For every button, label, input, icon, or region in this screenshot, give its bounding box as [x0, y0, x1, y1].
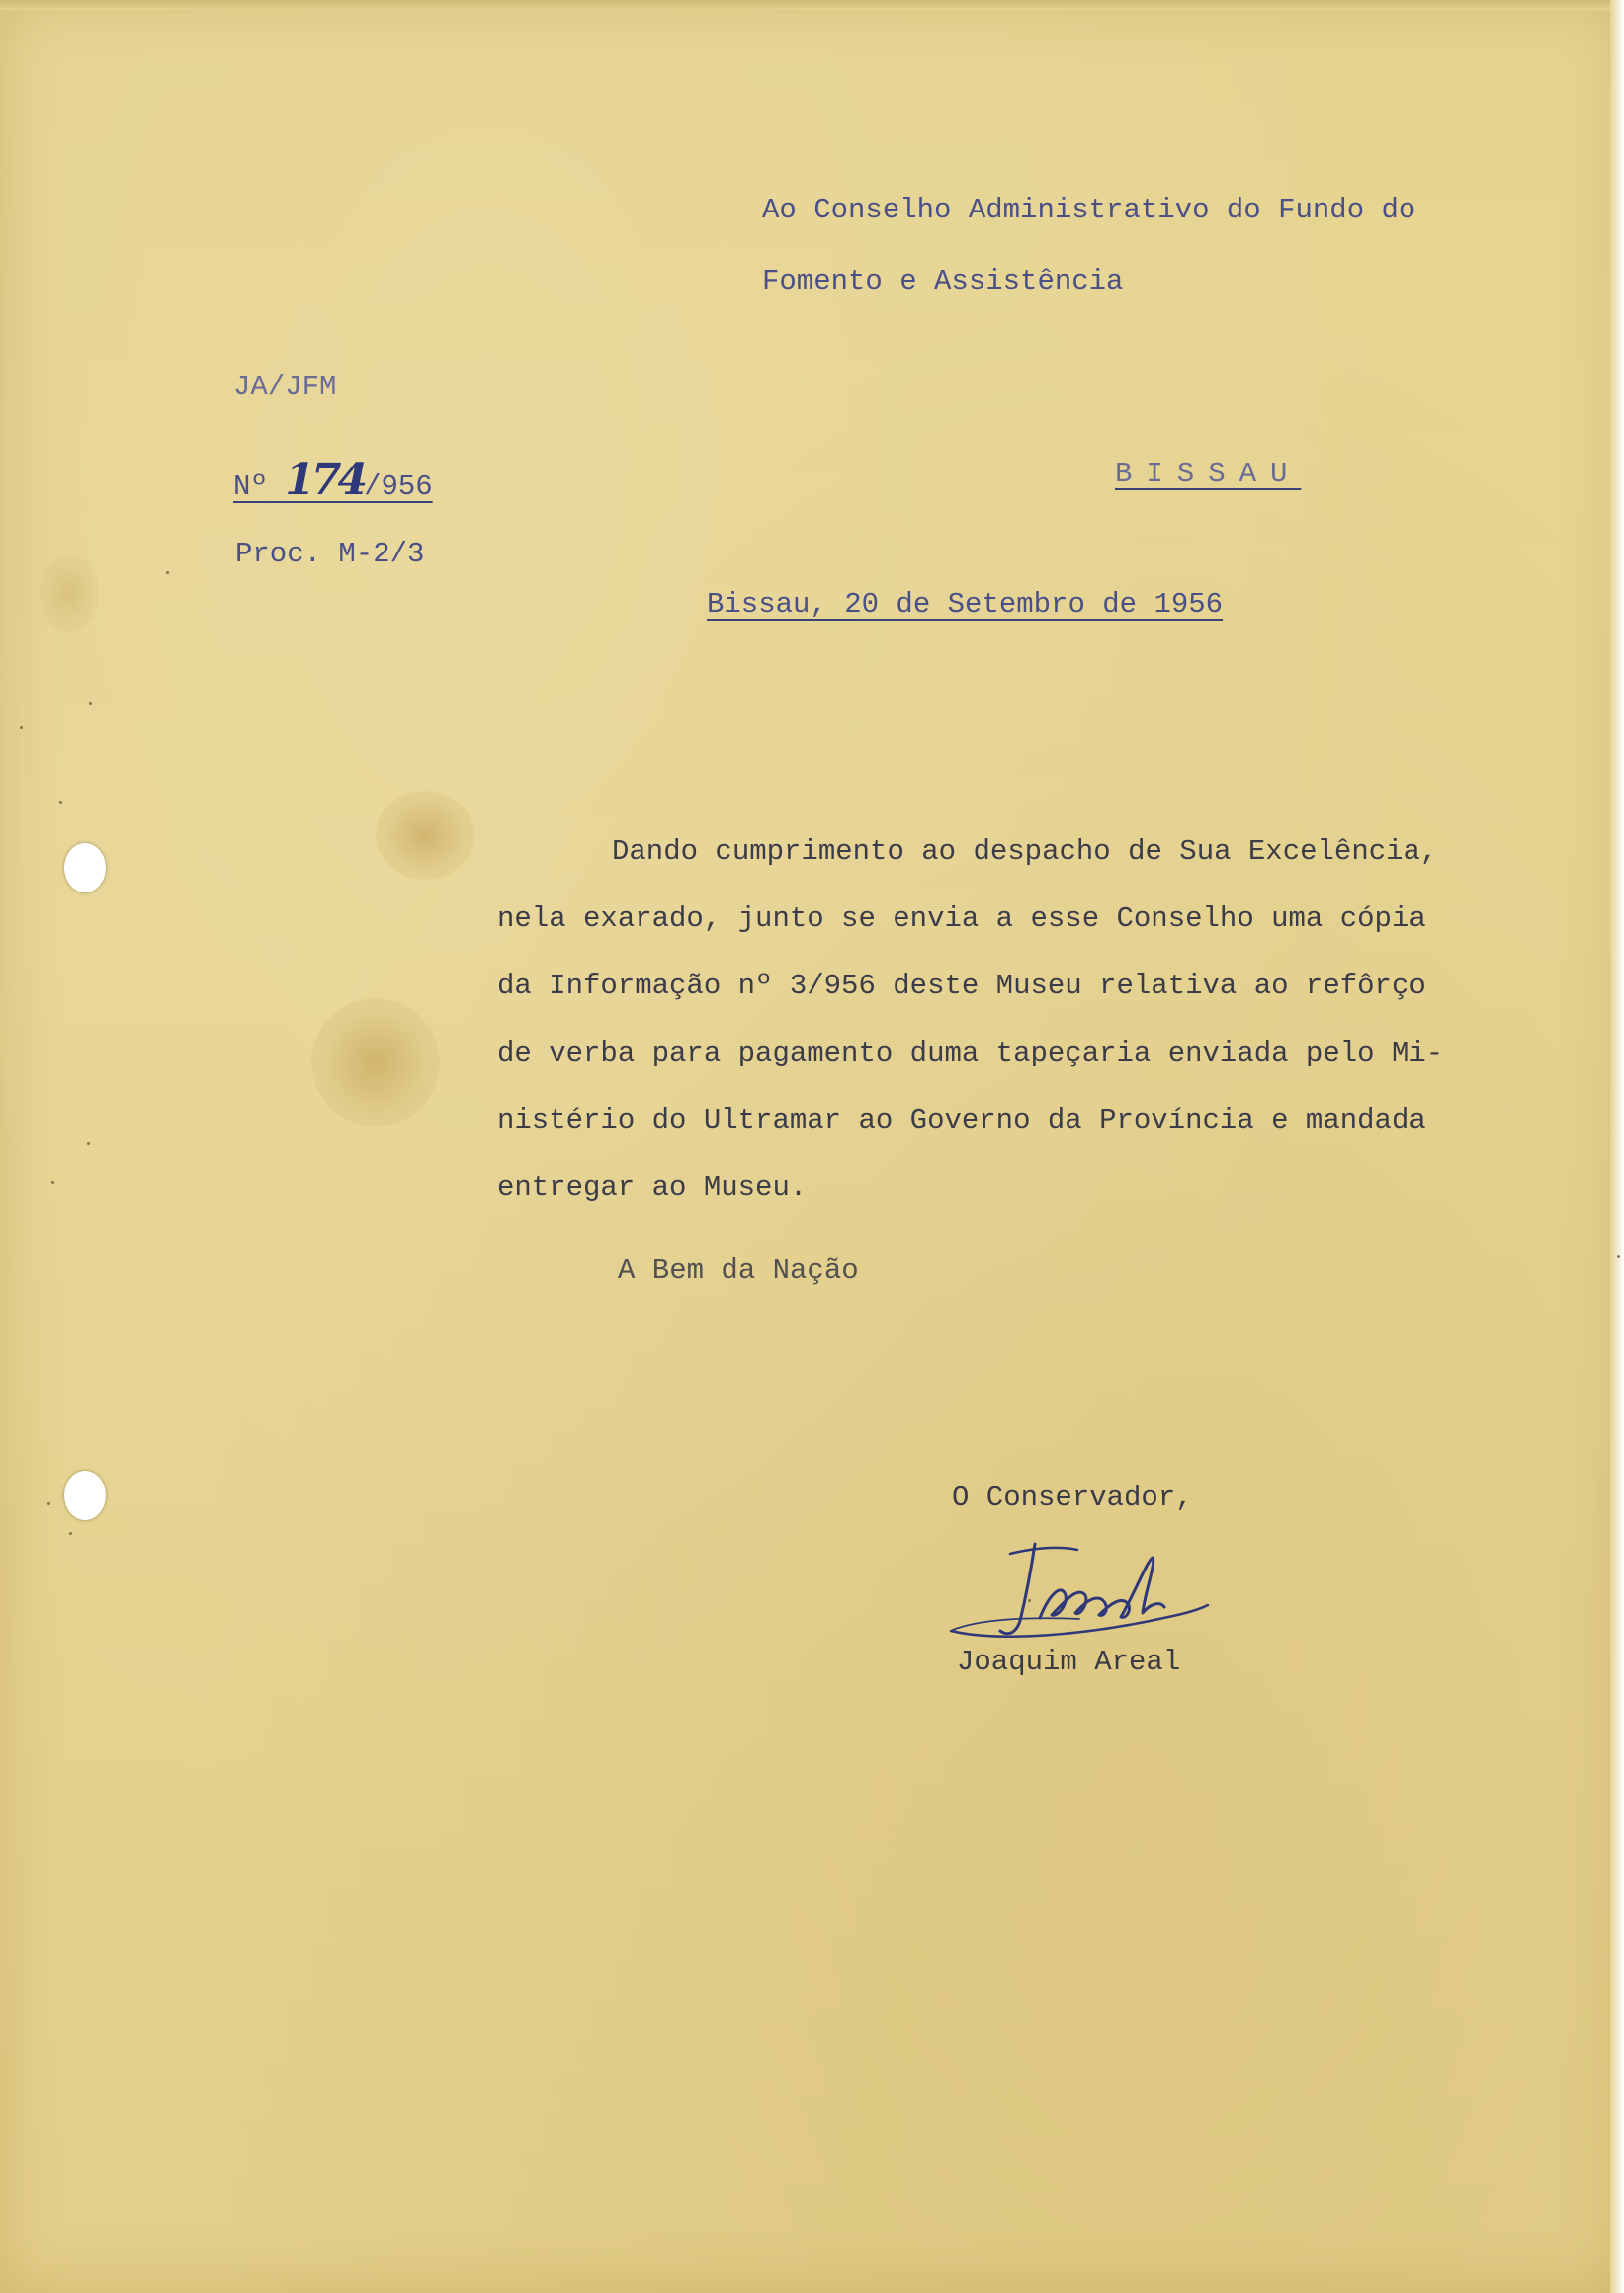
- date-line: Bissau, 20 de Setembro de 1956: [707, 588, 1224, 621]
- paper-speck: [47, 1502, 50, 1505]
- paper-stain: [40, 553, 99, 633]
- reference-number-prefix: Nº: [233, 470, 268, 503]
- paper-speck: [69, 1532, 72, 1535]
- closing-salutation: A Bem da Nação: [618, 1254, 859, 1287]
- body-line: nela exarado, junto se envia a esse Conselho uma cópia: [497, 902, 1426, 935]
- reference-process: Proc. M-2/3: [235, 538, 425, 570]
- paper-speck: [89, 702, 92, 705]
- paper-speck: [1617, 1255, 1620, 1258]
- punch-hole: [64, 843, 106, 892]
- letter-body: [497, 818, 1565, 1222]
- paper-speck: [166, 571, 169, 574]
- paper-stain: [376, 791, 474, 880]
- reference-number-handwritten: 174: [285, 455, 365, 505]
- body-line: de verba para pagamento duma tapeçaria enviada pelo Mi-: [497, 1037, 1444, 1069]
- paper-speck: [20, 726, 23, 729]
- reference-number: [233, 455, 433, 507]
- paper-speck: [51, 1181, 54, 1184]
- body-line: nistério do Ultramar ao Governo da Província e mandada: [497, 1104, 1426, 1137]
- body-line: Dando cumprimento ao despacho de Sua Excelência,: [612, 835, 1438, 868]
- destination-city: BISSAU: [1115, 458, 1302, 490]
- reference-initials: JA/JFM: [233, 371, 337, 403]
- paper-speck: [59, 801, 62, 804]
- paper-top-edge: [0, 0, 1624, 10]
- body-line: entregar ao Museu.: [497, 1171, 808, 1204]
- reference-number-suffix: /956: [364, 470, 433, 503]
- signatory-title: O Conservador,: [952, 1482, 1193, 1514]
- paper-stain: [311, 998, 440, 1127]
- punch-hole: [64, 1471, 106, 1520]
- body-line: da Informação nº 3/956 deste Museu relativa ao refôrço: [497, 970, 1426, 1002]
- recipient-line-2: Fomento e Assistência: [762, 265, 1124, 297]
- signatory-name: Joaquim Areal: [957, 1646, 1181, 1678]
- paper-right-edge: [1610, 0, 1624, 2293]
- paper-speck: [87, 1142, 90, 1145]
- recipient-line-1: Ao Conselho Administrativo do Fundo do: [762, 194, 1416, 226]
